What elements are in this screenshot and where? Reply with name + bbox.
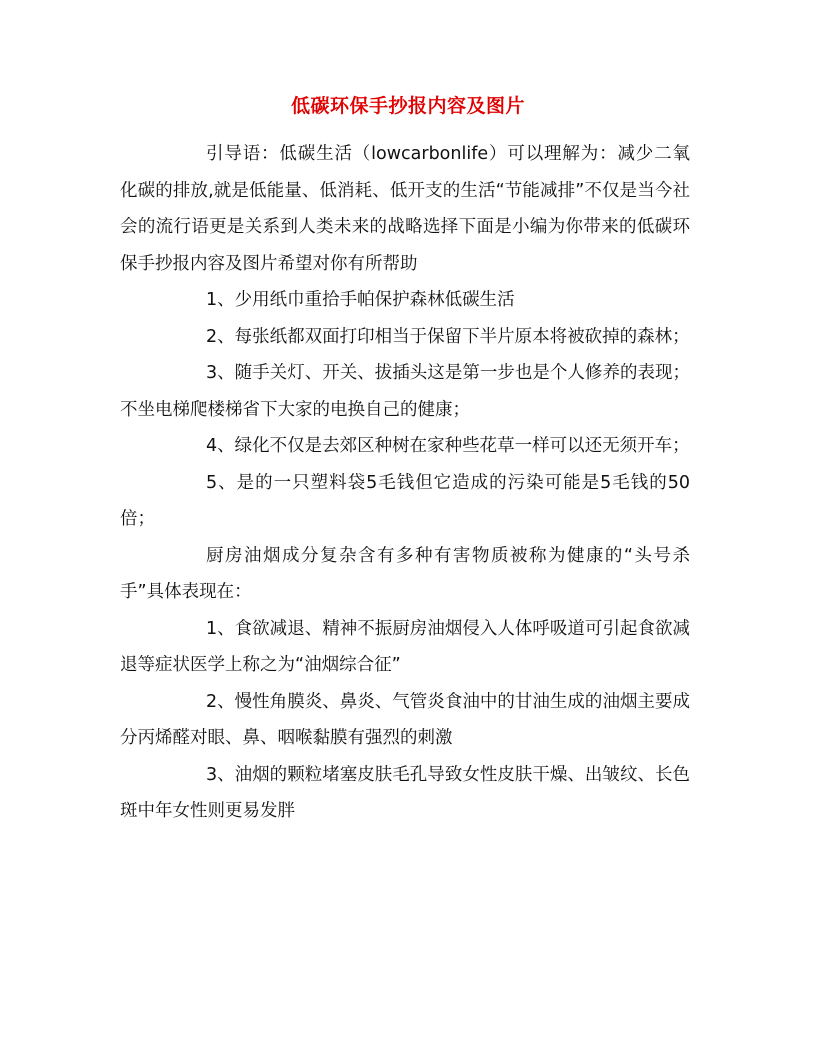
kitchen-smoke-paragraph: 厨房油烟成分复杂含有多种有害物质被称为健康的“头号杀手”具体表现在： [120,545,690,602]
tip-paragraph-2: 2、每张纸都双面打印相当于保留下半片原本将被砍掉的森林； [206,326,690,347]
tip-paragraph-3: 3、随手关灯、开关、拔插头这是第一步也是个人修养的表现；不坐电梯爬楼梯省下大家的电换自己的健康； [120,363,690,420]
effect-paragraph-3: 3、油烟的颗粒堵塞皮肤毛孔导致女性皮肤干燥、出皱纹、长色斑中年女性则更易发胖 [120,764,690,821]
document-body [120,136,690,830]
tip-paragraph-5: 5、是的一只塑料袋5毛钱但它造成的污染可能是5毛钱的50倍； [120,472,690,529]
intro-paragraph: 引导语：低碳生活（lowcarbonlife）可以理解为：减少二氧化碳的排放,就是低能量、低消耗、低开支的生活“节能减排”不仅是当今社会的流行语更是关系到人类未来的战略选择下面是小编为你带来的低碳环保手抄报内容及图片希望对你有所帮助 [120,144,690,274]
document-title: 低碳环保手抄报内容及图片 [290,95,525,117]
effect-paragraph-1: 1、食欲减退、精神不振厨房油烟侵入人体呼吸道可引起食欲减退等症状医学上称之为“油烟综合征” [120,618,690,675]
tip-paragraph-1: 1、少用纸巾重拾手帕保护森林低碳生活 [206,290,515,310]
effect-paragraph-2: 2、慢性角膜炎、鼻炎、气管炎食油中的甘油生成的油烟主要成分丙烯醛对眼、鼻、咽喉黏膜有强烈的刺激 [120,691,690,748]
tip-paragraph-4: 4、绿化不仅是去郊区种树在家种些花草一样可以还无须开车； [206,436,690,456]
